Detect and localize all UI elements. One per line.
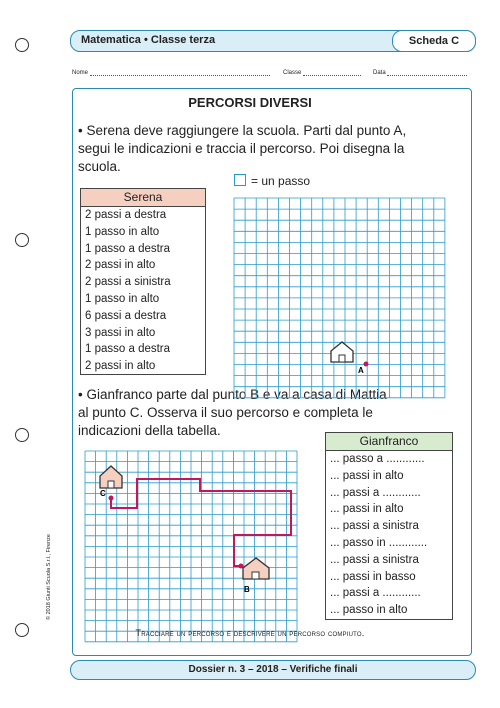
gianfranco-row[interactable]: ... passo a ............: [330, 453, 425, 465]
house-door: [339, 355, 345, 362]
gianfranco-row[interactable]: ... passo in ............: [330, 536, 428, 549]
serena-row: 6 passi a destra: [85, 309, 167, 322]
gianfranco-row[interactable]: ... passi a ............: [330, 587, 421, 600]
gianfranco-row[interactable]: ... passi in alto: [330, 469, 404, 482]
subject-title: Matematica • Classe terza: [81, 34, 216, 46]
copyright: © 2018 Giunti Scuola S.r.l., Firenze: [46, 534, 52, 620]
gianfranco-row[interactable]: ... passi a sinistra: [330, 553, 419, 566]
gianfranco-row[interactable]: ... passo in alto: [330, 604, 408, 617]
serena-row: 2 passi a sinistra: [85, 276, 171, 289]
serena-row: 2 passi in alto: [85, 259, 156, 272]
point-c-marker: [109, 496, 114, 501]
serena-row: 1 passo a destra: [85, 242, 171, 255]
house-b-door: [252, 572, 259, 579]
serena-row: 1 passo a destra: [85, 343, 171, 356]
exercise2-text: • Gianfranco parte dal punto B e va a casa di Mattia al punto C. Osserva il suo percorso e completa le indicazioni della tabella.: [78, 387, 387, 438]
serena-row: 2 passi a destra: [85, 209, 167, 221]
step-legend: = un passo: [234, 174, 310, 188]
gianfranco-row[interactable]: ... passi a sinistra: [330, 520, 419, 533]
exercise1-text: • Serena deve raggiungere la scuola. Parti dal punto A, segui le indicazioni e traccia il percorso. Poi disegna la scuola.: [78, 123, 407, 174]
point-a-marker: [364, 362, 369, 367]
sheet-label: Scheda C: [392, 30, 476, 52]
date-label: Data: [373, 70, 386, 76]
serena-row: 2 passi in alto: [85, 360, 156, 373]
point-a-label: A: [358, 366, 364, 375]
instruction-note: Tracciare un percorso e descrivere un percorso compiuto.: [135, 628, 365, 638]
gianfranco-row[interactable]: ... passi in basso: [330, 570, 416, 583]
point-c-label: C: [100, 489, 106, 498]
gianfranco-row[interactable]: ... passi in alto: [330, 503, 404, 516]
gianfranco-row[interactable]: ... passi a ............: [330, 486, 421, 499]
page-title: PERCORSI DIVERSI: [188, 95, 312, 110]
serena-row: 1 passo in alto: [85, 292, 160, 305]
name-label: Nome: [72, 70, 89, 76]
serena-grid[interactable]: [234, 198, 445, 398]
footer-bar: Dossier n. 3 – 2018 – Verifiche finali: [70, 660, 476, 680]
serena-row: 1 passo in alto: [85, 225, 160, 238]
house-c-door: [108, 481, 114, 488]
serena-table-header: Serena: [81, 189, 205, 207]
serena-row: 3 passi in alto: [85, 326, 156, 339]
gianfranco-table-header: Gianfranco: [326, 433, 452, 451]
point-b-label: B: [244, 585, 250, 594]
class-label: Classe: [283, 70, 302, 76]
